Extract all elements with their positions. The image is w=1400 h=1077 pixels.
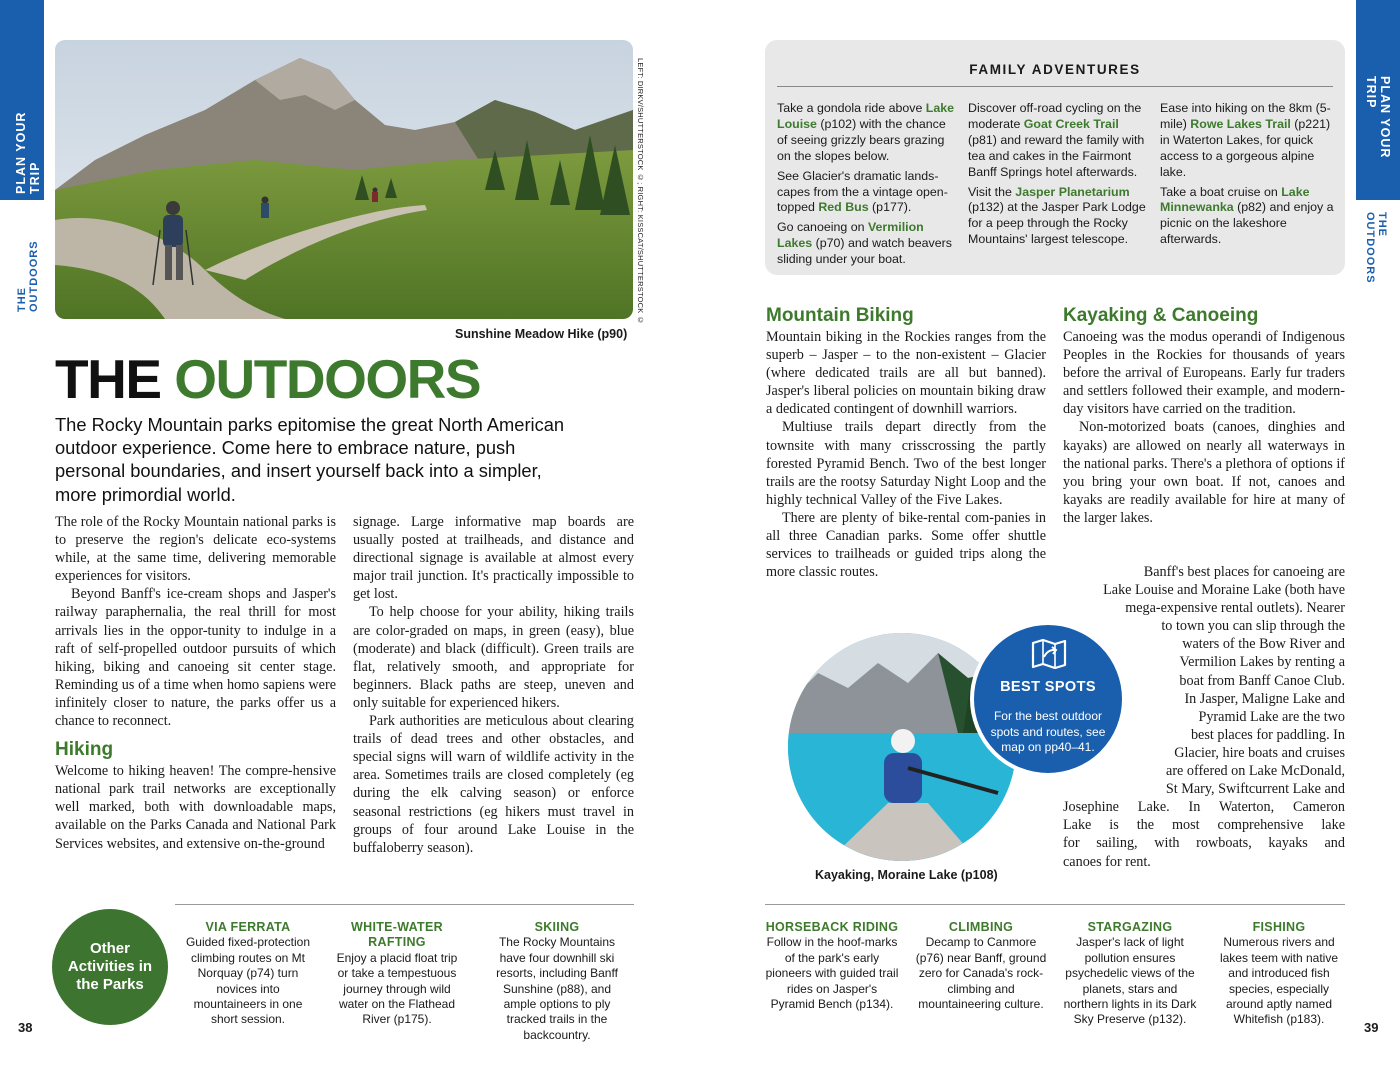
family-text: (p102) with the chance of seeing grizzly bears grazing on the slopes below.	[777, 116, 946, 163]
col1-paragraph-2: Beyond Banff's ice-cream shops and Jasper's railway paraphernalia, the real thrill for most arrivals lies in the oppor-tunity to indulge in a raft of self-propelled outdoor pursuits of which hiking, biking and canoeing sit center stage. Reminding us of a time when homo sapiens were infinitely closer to nature, the parks offer us a chance to reconnect.	[55, 586, 336, 730]
family-item-rowe-lakes	[1160, 101, 1336, 181]
strip-text: The Rocky Mountains have four downhill ski resorts, including Banff Sunshine (p88), and ample options to ply tracked trails in the backcountry.	[496, 935, 618, 1042]
biking-paragraph-3: There are plenty of bike-rental com-panies in all three Canadian parks. Some offer shuttle services to trailheads or guided trips along the more classic routes.	[766, 509, 1046, 581]
family-link-rowe-lakes[interactable]: Rowe Lakes Trail	[1190, 116, 1291, 131]
other-activities-text: Other Activities in the Parks	[67, 940, 153, 993]
family-item-vermilion	[777, 220, 955, 268]
page-title-part1: THE	[55, 348, 175, 410]
strip-heading: CLIMBING	[948, 920, 1014, 934]
family-adventures-title: FAMILY ADVENTURES	[969, 62, 1141, 77]
family-item-red-bus	[777, 169, 955, 217]
family-link-lake-minnewanka[interactable]: Lake Minnewanka	[1160, 184, 1310, 215]
right-tab-plan-label: PLAN YOUR TRIP	[1364, 76, 1392, 159]
kayak-photo-caption: Kayaking, Moraine Lake (p108)	[815, 868, 998, 882]
right-tab-outdoors-label: THE OUTDOORS	[1364, 212, 1388, 284]
strip-skiing	[483, 920, 631, 1043]
kayak-line: Josephine Lake. In Waterton, Cameron	[1063, 799, 1345, 816]
family-link-jasper-planetarium[interactable]: Jasper Planetarium	[1015, 184, 1130, 199]
left-strip-divider	[175, 904, 634, 905]
strip-fishing	[1213, 920, 1345, 1028]
strip-text: Numerous rivers and lakes teem with native and introduced fish species, especially around aptly named Whitefish (p183).	[1219, 935, 1339, 1027]
hike-photo-illustration	[55, 40, 633, 319]
strip-heading: SKIING	[534, 920, 580, 934]
family-text: (p70) and watch beavers sliding under your boat.	[777, 236, 952, 267]
strip-text: Guided fixed-protection climbing routes on Mt Norquay (p74) turn novices into mountaineers in one short session.	[185, 935, 311, 1027]
hiking-heading: Hiking	[55, 739, 114, 761]
strip-text: Jasper's lack of light pollution ensures psychedelic views of the planets, stars and northern lights in its Dark Sky Preserve (p132).	[1063, 935, 1197, 1027]
family-text: (p177).	[868, 200, 912, 215]
family-text: Take a gondola ride above	[777, 101, 926, 115]
hike-photo-caption: Sunshine Meadow Hike (p90)	[455, 327, 628, 341]
biking-heading: Mountain Biking	[766, 305, 914, 326]
photo-credit: LEFT: DIRKV/SHUTTERSTOCK ©; RIGHT: KISSCAT/SHUTTERSTOCK ©	[636, 58, 645, 325]
family-text: (p81) and reward the family with tea and cakes in the Fairmont Banff Springs hotel afterwards.	[968, 132, 1145, 179]
family-text: Visit the	[968, 184, 1016, 199]
strip-text: Decamp to Canmore (p76) near Banff, ground zero for Canada's rock-climbing and mountaineering culture.	[915, 935, 1047, 1012]
family-text: (p132) at the Jasper Park Lodge for a peep through the Rocky Mountains' largest telescope.	[968, 200, 1146, 247]
family-text: (p82) and enjoy a picnic on the lakeshore afterwards.	[1160, 200, 1334, 247]
kayak-line: best places for paddling. In	[1190, 726, 1345, 743]
best-spots-badge	[970, 621, 1126, 777]
hike-photo	[55, 40, 633, 319]
col1-paragraph-1: The role of the Rocky Mountain national parks is to preserve the region's delicate eco-systems while, at the same time, delivering memorable experiences for visitors.	[55, 514, 336, 585]
kayak-heading: Kayaking & Canoeing	[1063, 305, 1259, 326]
strip-stargazing	[1062, 920, 1198, 1028]
strip-heading: VIA FERRATA	[205, 920, 291, 934]
right-page-number: 39	[1364, 1020, 1379, 1035]
kayak-paragraph-2: Non-motorized boats (canoes, dinghies and kayaks) are allowed on nearly all waterways in the national parks. There's a plethora of options if you bring your own boat. If not, canoes and kayaks are readily available for hire at many of the larger lakes.	[1063, 419, 1345, 526]
other-activities-badge	[52, 909, 168, 1025]
kayak-line: boat from Banff Canoe Club.	[1179, 672, 1345, 689]
biking-paragraph-1: Mountain biking in the Rockies ranges from the superb – Jasper – to the non-existent – Glacier (where dedicated trails are all but banned). Jasper's liberal policies on mountain biking draw a dedicated contingent of downhill warriors.	[766, 329, 1046, 418]
strip-via-ferrata	[180, 920, 316, 1028]
kayak-line: to town you can slip through the	[1161, 618, 1345, 635]
kayak-column	[1063, 304, 1345, 527]
family-item-goat-creek	[968, 101, 1146, 181]
strip-heading: HORSEBACK RIDING	[765, 920, 899, 934]
col2-paragraph-2: To help choose for your ability, hiking trails are color-graded on maps, in green (easy), blue (moderate) and black (difficult). Green trails are flat, relatively smooth, and appropriate for beginners. Black paths are steep, uneven and only suitable for experienced hikers.	[353, 604, 634, 711]
strip-horseback-riding	[765, 920, 899, 1012]
kayak-line: Lake Louise and Moraine Lake (both have	[1103, 582, 1345, 599]
kayak-line: Lake is the most comprehensive lake	[1063, 817, 1345, 834]
family-link-vermilion-lakes[interactable]: Vermilion Lakes	[777, 220, 924, 251]
kayak-line: canoes for rent.	[1063, 853, 1151, 870]
kayak-line: Pyramid Lake are the two	[1198, 708, 1345, 725]
family-link-lake-louise[interactable]: Lake Louise	[777, 101, 955, 131]
kayak-line: for sailing, with rowboats, kayaks and	[1063, 835, 1345, 852]
family-link-red-bus[interactable]: Red Bus	[818, 200, 869, 215]
family-column-1	[777, 101, 955, 272]
strip-climbing	[914, 920, 1048, 1012]
biking-paragraph-2: Multiuse trails depart directly from the townsite with many crisscrossing the partly forested Pyramid Bench. Two of the best longer trails are the rootsy Saturday Night Loop and the highly technical Valley of the Five Lakes.	[766, 419, 1046, 508]
left-column-1	[55, 513, 336, 853]
family-column-2	[968, 101, 1146, 252]
kayak-paragraph-1: Canoeing was the modus operandi of Indigenous Peoples in the Rockies for thousands of years before the arrival of Europeans. Early fur traders and settlers followed their example, and modern-day visitors have carried on the tradition.	[1063, 329, 1345, 418]
map-icon	[1030, 639, 1068, 669]
left-column-2	[353, 513, 634, 857]
col1-paragraph-3: Welcome to hiking heaven! The compre-hensive national park trail networks are exceptionally well marked, both with downloadable maps, available on the Parks Canada and National Park Services websites, and extensive on-the-ground	[55, 763, 336, 852]
kayak-line: In Jasper, Maligne Lake and	[1184, 690, 1345, 707]
col2-paragraph-1: signage. Large informative map boards are usually posted at trailheads, and distance and directional signage is available at almost every major trail junction. It's practically impossible to get lost.	[353, 514, 634, 603]
family-item-planetarium	[968, 185, 1146, 249]
best-spots-title: BEST SPOTS	[1000, 679, 1096, 695]
strip-heading: WHITE-WATER RAFTING	[351, 920, 443, 950]
col2-paragraph-3: Park authorities are meticulous about clearing trails of dead trees and other obstacles, and special signs will warn of wildlife activity in the area. Sometimes trails are closed completely (eg during the elk calving season) or enforce seasonal restrictions (eg hikers must travel in groups of four around Lake Louise in the buffaloberry season).	[353, 713, 634, 856]
family-item-lake-louise	[777, 101, 955, 165]
family-title-rule	[777, 86, 1333, 87]
strip-text: Enjoy a placid float trip or take a tempestuous journey through wild water on the Flathead River (p175).	[336, 950, 458, 1027]
kayak-line: Banff's best places for canoeing are	[1143, 564, 1345, 580]
right-strip-divider	[765, 904, 1345, 905]
strip-text: Follow in the hoof-marks of the park's early pioneers with guided trail rides on Jasper's Pyramid Bench (p134).	[765, 935, 899, 1012]
family-text: Go canoeing on	[777, 220, 868, 235]
family-text: Discover off-road cycling on the moderate	[968, 101, 1142, 131]
family-item-minnewanka	[1160, 185, 1336, 249]
kayak-line: are offered on Lake McDonald,	[1166, 763, 1345, 780]
family-text: (p221) in Waterton Lakes, for quick access to a gorgeous alpine lake.	[1160, 116, 1331, 179]
best-spots-text: For the best outdoor spots and routes, see map on pp40–41.	[990, 709, 1106, 754]
family-column-3	[1160, 101, 1336, 252]
intro-paragraph: The Rocky Mountain parks epitomise the great North American outdoor experience. Come here to embrace nature, push personal boundaries, and insert yourself back into a simpler, more primordial world.	[55, 414, 565, 505]
strip-heading: STARGAZING	[1087, 920, 1173, 934]
kayak-line: waters of the Bow River and	[1182, 636, 1345, 653]
kayak-line: Vermilion Lakes by renting a	[1179, 654, 1345, 671]
kayak-line: mega-expensive rental outlets). Nearer	[1125, 600, 1345, 617]
family-text: See Glacier's dramatic lands-capes from the a vintage open-topped	[777, 168, 948, 215]
family-text: Ease into hiking on the 8km (5-mile)	[1160, 101, 1331, 131]
left-tab-outdoors-label: THE OUTDOORS	[16, 240, 40, 312]
kayak-line: Glacier, hire boats and cruises	[1174, 744, 1345, 761]
family-text: Take a boat cruise on	[1160, 184, 1282, 199]
page-title-part2: OUTDOORS	[174, 348, 481, 410]
family-link-goat-creek[interactable]: Goat Creek Trail	[1023, 116, 1119, 131]
biking-column	[766, 304, 1046, 581]
strip-heading: FISHING	[1252, 920, 1306, 934]
left-page-number: 38	[18, 1020, 33, 1035]
kayak-line: St Mary, Swiftcurrent Lake and	[1165, 781, 1345, 798]
left-tab-plan-label: PLAN YOUR TRIP	[14, 111, 42, 194]
strip-white-water-rafting	[332, 920, 462, 1028]
page-title	[55, 346, 480, 412]
